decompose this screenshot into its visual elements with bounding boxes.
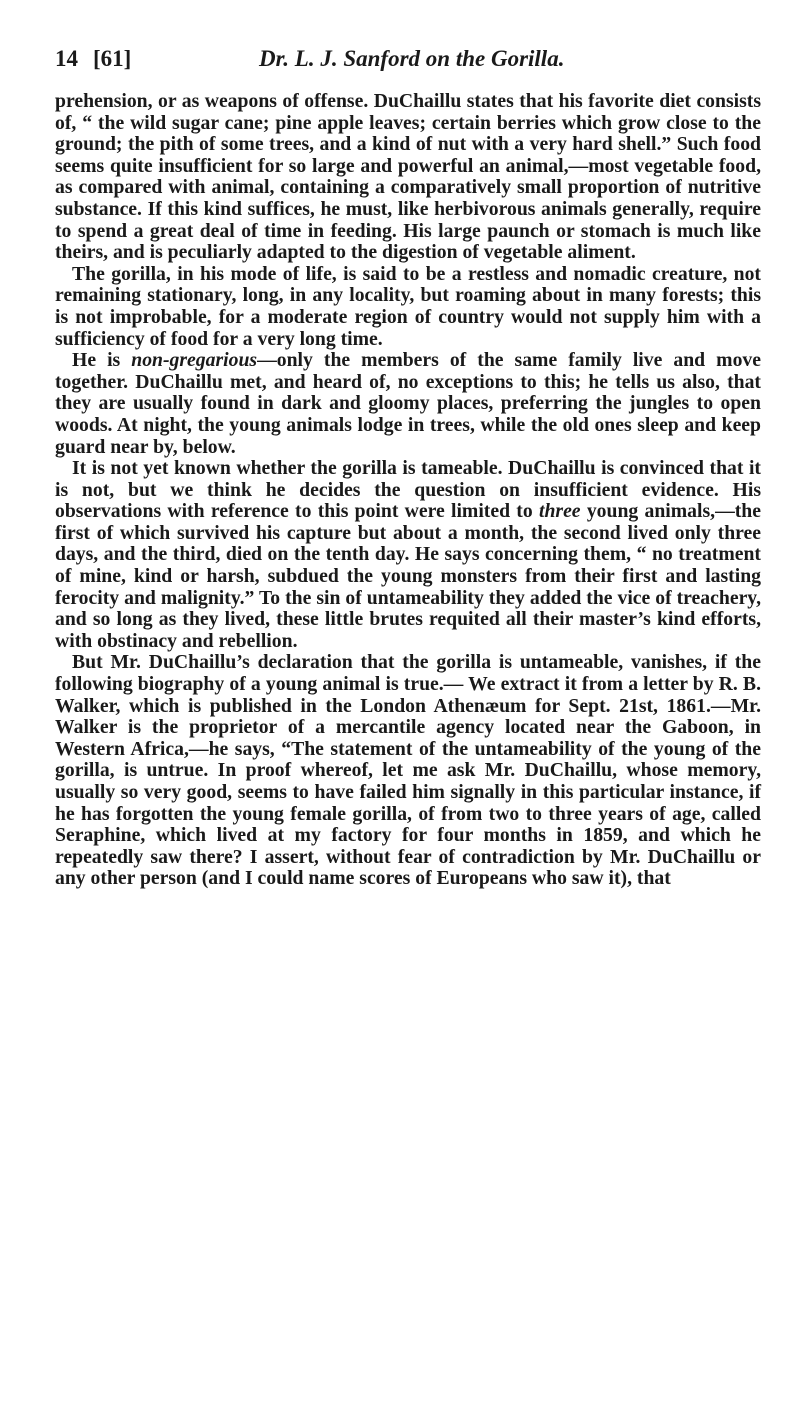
paragraph-3 — [55, 350, 761, 458]
paragraph-3-text-b: —only the members of the same family live and move together. DuChaillu met, and heard of, no exceptions to this; he tells us also, that they are usually found in dark and gloomy places, preferring the jungles to open woods. At night, the young animals lodge in trees, while the old ones sleep and keep guard near by, below. — [55, 349, 761, 458]
paragraph-4-text-a: It is not yet known whether the gorilla is tameable. DuChaillu is convinced that it is not, but we think he decides the question on insufficient evidence. His observations with reference to this point were limited to — [55, 457, 761, 523]
running-head — [55, 46, 755, 80]
paragraph-4 — [55, 458, 761, 652]
body-text — [55, 91, 761, 890]
paragraph-5: But Mr. DuChaillu’s declaration that the gorilla is untameable, vanishes, if the following biography of a young animal is true.— We extract it from a letter by R. B. Walker, which is published in the London Athenæum for Sept. 21st, 1861.—Mr. Walker is the proprietor of a mercantile agency located near the Gaboon, in Western Africa,—he says, “The statement of the untameability of the young of the gorilla, is untrue. In proof whereof, let me ask Mr. DuChaillu, whose memory, usually so very good, seems to have failed him signally in this particular instance, if he has forgotten the young female gorilla, of from two to three years of age, called Seraphine, which lived at my factory for four months in 1859, and which he repeatedly saw there? I assert, without fear of contradiction by Mr. DuChaillu or any other person (and I could name scores of Europeans who saw it), that — [55, 651, 761, 890]
bracket-page-number: [61] — [93, 46, 132, 71]
paragraph-2: The gorilla, in his mode of life, is said to be a restless and nomadic creature, not remaining stationary, long, in any locality, but roaming about in many forests; this is not improbable, for a moderate region of country would not supply him with a sufficiency of food for a very long time. — [55, 262, 761, 350]
running-title: Dr. L. J. Sanford on the Gorilla. — [259, 46, 565, 71]
paragraph-4-emphasis: three — [538, 500, 581, 523]
page-number: 14 — [55, 46, 78, 71]
paragraph-4-text-b: young animals,—the first of which survived his capture but about a month, the second lived only three days, and the third, died on the tenth day. He says concerning them, “ no treatment of mine, kind or harsh, subdued the young monsters from their first and lasting ferocity and malignity.” To the sin of untameability they added the vice of treachery, and so long as they lived, these little brutes requited all their master’s kind efforts, with obstinacy and rebellion. — [55, 500, 761, 652]
paragraph-1: prehension, or as weapons of offense. DuChaillu states that his favorite diet consists of, “ the wild sugar cane; pine apple leaves; certain berries which grow close to the ground; the pith of some trees, and a kind of nut with a very hard shell.” Such food seems quite insufficient for so large and powerful an animal,—most vegetable food, as compared with animal, containing a comparatively small proportion of nutritive substance. If this kind suffices, he must, like herbivorous animals generally, require to spend a great deal of time in feeding. His large paunch or stomach is much like theirs, and is peculiarly adapted to the digestion of vegetable aliment. — [55, 90, 761, 264]
paragraph-3-emphasis: non-gregarious — [131, 349, 258, 372]
paragraph-3-text-a: He is — [72, 349, 132, 372]
